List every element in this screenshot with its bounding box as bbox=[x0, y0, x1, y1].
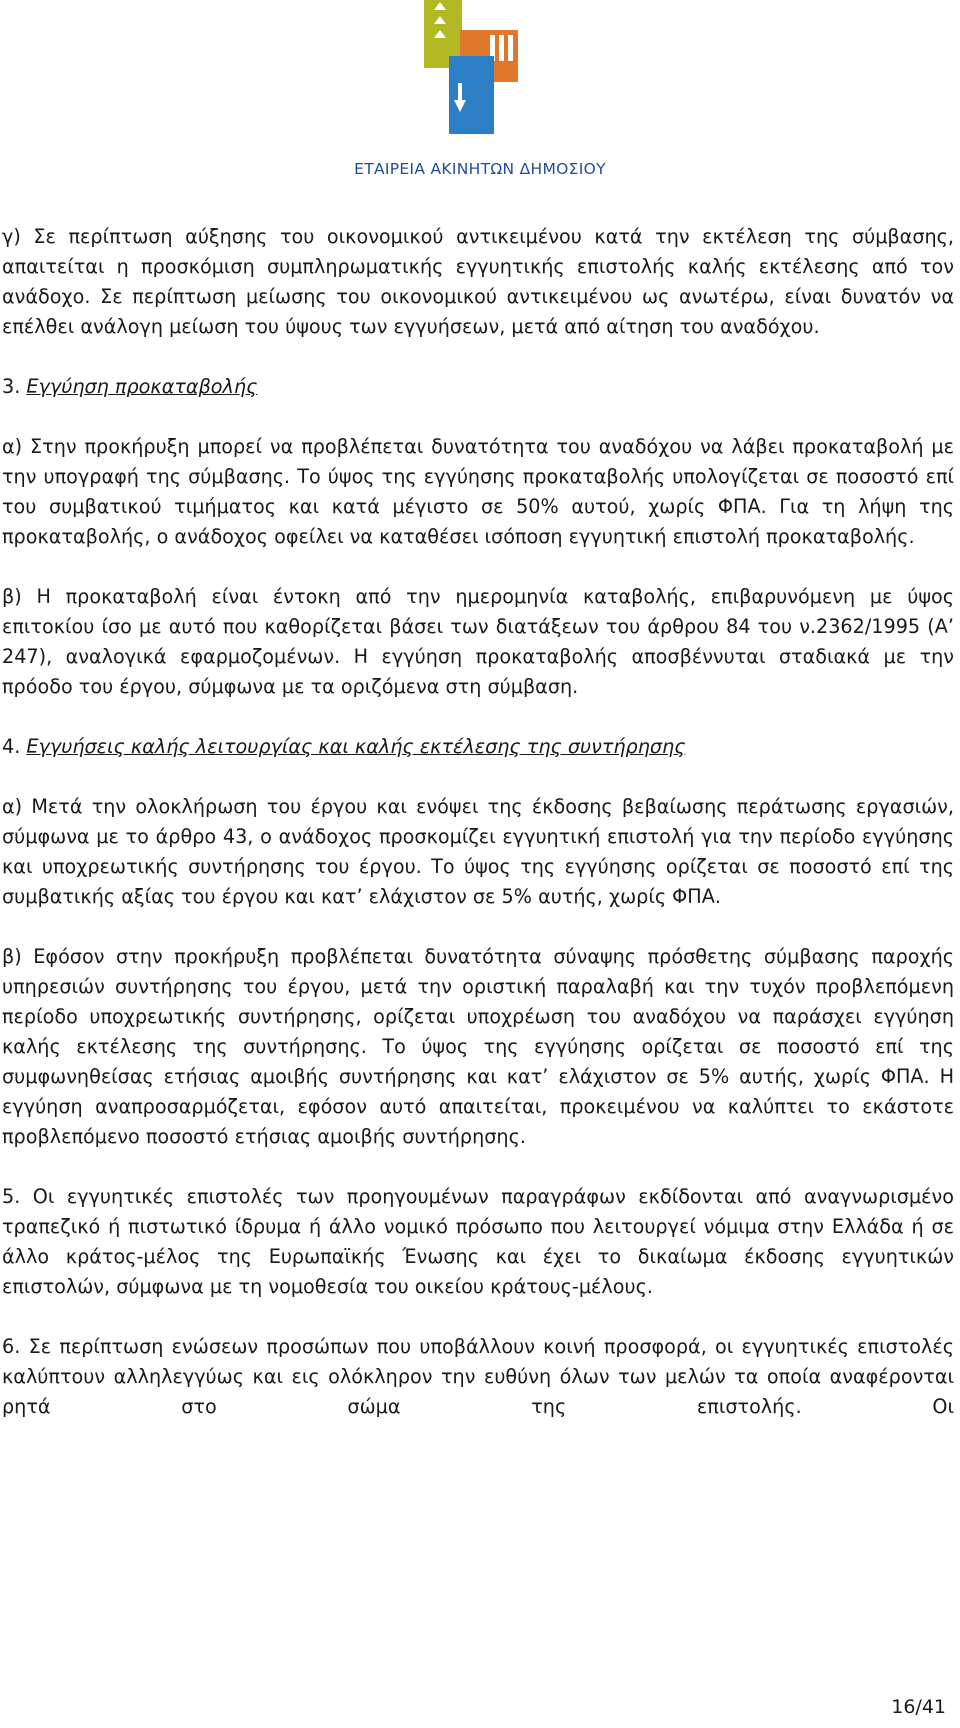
logo-arrow-stem-visible bbox=[458, 83, 462, 101]
logo-bar-icon bbox=[508, 35, 513, 61]
paragraph-3a: α) Στην προκήρυξη μπορεί να προβλέπεται δυνατότητα του αναδόχου να λάβει προκαταβολή με την υπογραφή της σύμβασης. Το ύψος της εγγύησης προκαταβολής υπολογίζεται σε ποσοστό επί του συμβατικού τιμήματος και κατά μέγιστο σε 50% αυτού, χωρίς ΦΠΑ. Για τη λήψη της προκαταβολής, ο ανάδοχος οφείλει να καταθέσει ισόποση εγγυητική επιστολή προκαταβολής. bbox=[2, 435, 954, 548]
section-4-title: Εγγυήσεις καλής λειτουργίας και καλής εκτέλεσης της συντήρησης bbox=[26, 735, 686, 758]
section-4-heading bbox=[2, 732, 954, 762]
paragraph-6: 6. Σε περίπτωση ενώσεων προσώπων που υποβάλλουν κοινή προσφορά, οι εγγυητικές επιστολές καλύπτουν αλληλεγγύως και εις ολόκληρον την ευθύνη όλων των μελών τα οποία αναφέρονται ρητά στο σώμα της επιστολής. Οι bbox=[2, 1335, 954, 1418]
page-number: 16/41 bbox=[891, 1696, 946, 1718]
page-header bbox=[0, 0, 960, 180]
paragraph-4b: β) Εφόσον στην προκήρυξη προβλέπεται δυνατότητα σύναψης πρόσθετης σύμβασης παροχής υπηρεσιών συντήρησης του έργου, μετά την οριστική παραλαβή και την τυχόν προβλεπόμενη περίοδο υποχρεωτικής συντήρησης, ορίζεται υποχρέωση του αναδόχου να παράσχει εγγύηση καλής εκτέλεσης της συντήρησης. Το ύψος της εγγύησης ορίζεται σε ποσοστό επί της συμφωνηθείσας ετήσιας αμοιβής συντήρησης και κατ’ ελάχιστον σε 5% αυτής, χωρίς ΦΠΑ. Η εγγύηση αναπροσαρμόζεται, εφόσον αυτό απαιτείται, προκειμένου να καλύπτει το εκάστοτε προβλεπόμενο ποσοστό ετήσιας αμοιβής συντήρησης. bbox=[2, 945, 954, 1148]
document-body bbox=[2, 222, 954, 1422]
company-logo bbox=[405, 0, 555, 150]
logo-bar-icon bbox=[499, 35, 504, 61]
paragraph-5: 5. Οι εγγυητικές επιστολές των προηγουμένων παραγράφων εκδίδονται από αναγνωρισμένο τραπεζικό ή πιστωτικό ίδρυμα ή άλλο νομικό πρόσωπο που λειτουργεί νόμιμα στην Ελλάδα ή σε άλλο κράτος-μέλος της Ευρωπαϊκής Ένωσης και έχει το δικαίωμα έκδοσης εγγυητικών επιστολών, σύμφωνα με τη νομοθεσία του οικείου κράτους-μέλους. bbox=[2, 1185, 954, 1298]
section-3-heading bbox=[2, 372, 954, 402]
section-3-number: 3. bbox=[2, 375, 21, 398]
section-3-title: Εγγύηση προκαταβολής bbox=[26, 375, 258, 398]
logo-blue-block bbox=[449, 56, 494, 134]
section-4-number: 4. bbox=[2, 735, 21, 758]
organization-name: ΕΤΑΙΡΕΙΑ ΑΚΙΝΗΤΩΝ ΔΗΜΟΣΙΟΥ bbox=[354, 160, 606, 178]
paragraph-gamma: γ) Σε περίπτωση αύξησης του οικονομικού αντικειμένου κατά την εκτέλεση της σύμβασης, απαιτείται η προσκόμιση συμπληρωματικής εγγυητικής επιστολής καλής εκτέλεσης από τον ανάδοχο. Σε περίπτωση μείωσης του οικονομικού αντικειμένου ως ανωτέρω, είναι δυνατόν να επέλθει ανάλογη μείωση του ύψους των εγγυήσεων, μετά από αίτηση του αναδόχου. bbox=[2, 225, 954, 338]
paragraph-3b: β) Η προκαταβολή είναι έντοκη από την ημερομηνία καταβολής, επιβαρυνόμενη με ύψος επιτοκίου ίσο με αυτό που καθορίζεται βάσει των διατάξεων του άρθρου 84 του ν.2362/1995 (Α’ 247), αναλογικά εφαρμοζομένων. Η εγγύηση προκαταβολής αποσβέννυται σταδιακά με την πρόοδο του έργου, σύμφωνα με τα οριζόμενα στη σύμβαση. bbox=[2, 585, 954, 698]
paragraph-4a: α) Μετά την ολοκλήρωση του έργου και ενόψει της έκδοσης βεβαίωσης περάτωσης εργασιών, σύμφωνα με το άρθρο 43, ο ανάδοχος προσκομίζει εγγυητική επιστολή για την περίοδο εγγύησης και υποχρεωτικής συντήρησης του έργου. Το ύψος της εγγύησης ορίζεται σε ποσοστό επί της συμβατικής αξίας του έργου και κατ’ ελάχιστον σε 5% αυτής, χωρίς ΦΠΑ. bbox=[2, 795, 954, 908]
